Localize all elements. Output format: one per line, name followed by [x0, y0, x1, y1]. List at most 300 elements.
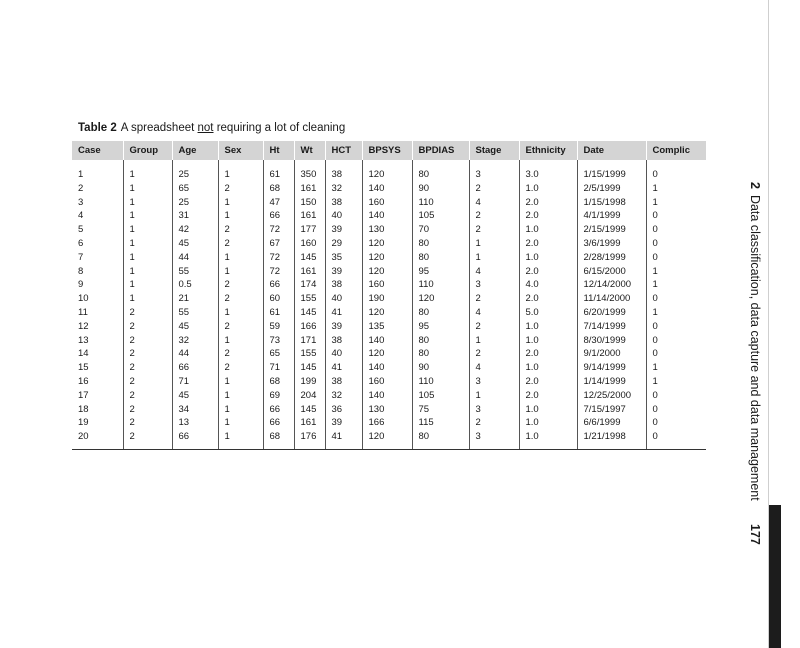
table-cell: 75 [412, 403, 469, 417]
table-cell: 1.0 [519, 251, 577, 265]
table-cell: 39 [325, 320, 362, 334]
table-row [72, 160, 706, 182]
table-cell: 120 [362, 251, 412, 265]
table-cell: 2 [123, 416, 172, 430]
table-cell: 25 [172, 196, 218, 210]
table-cell: 1.0 [519, 430, 577, 449]
table-cell: 1 [123, 292, 172, 306]
table-cell: 38 [325, 196, 362, 210]
table-cell: 1 [218, 403, 263, 417]
table-cell: 2 [123, 403, 172, 417]
table-cell: 35 [325, 251, 362, 265]
table-cell: 0 [646, 209, 706, 223]
table-cell: 2 [218, 320, 263, 334]
table-cell: 1 [469, 334, 519, 348]
table-cell: 72 [263, 251, 294, 265]
table-cell: 2 [123, 347, 172, 361]
table-cell: 0 [646, 223, 706, 237]
table-cell: 177 [294, 223, 325, 237]
table-cell: 1 [469, 237, 519, 251]
table-cell: 3/6/1999 [577, 237, 646, 251]
table-cell: 29 [325, 237, 362, 251]
table-cell: 2 [469, 182, 519, 196]
table-cell: 8/30/1999 [577, 334, 646, 348]
table-cell: 61 [263, 160, 294, 182]
table-caption-text-before: A spreadsheet [120, 122, 198, 134]
table-cell: 12/25/2000 [577, 389, 646, 403]
table-cell: 38 [325, 375, 362, 389]
table-cell: 55 [172, 265, 218, 279]
table-cell: 72 [263, 265, 294, 279]
table-cell: 0 [646, 416, 706, 430]
running-head [748, 182, 762, 501]
table-cell: 31 [172, 209, 218, 223]
table-cell: 38 [325, 334, 362, 348]
table-row [72, 334, 706, 348]
table-cell: 2 [469, 292, 519, 306]
table-cell: 69 [263, 389, 294, 403]
table-caption-label: Table 2 [78, 122, 117, 134]
table-cell: 21 [172, 292, 218, 306]
table-cell: 1 [646, 361, 706, 375]
table-cell: 155 [294, 347, 325, 361]
table-cell: 1.0 [519, 182, 577, 196]
table-cell: 145 [294, 251, 325, 265]
table-cell: 5.0 [519, 306, 577, 320]
table-cell: 190 [362, 292, 412, 306]
table-cell: 32 [325, 389, 362, 403]
table-cell: 2 [78, 182, 84, 194]
table-cell: 2 [218, 223, 263, 237]
table-cell: 2.0 [519, 196, 577, 210]
table-cell: 1 [646, 265, 706, 279]
table-cell: 2.0 [519, 265, 577, 279]
column-header: Age [172, 141, 218, 160]
table-body [72, 160, 706, 449]
table-cell: 105 [412, 209, 469, 223]
table-cell: 2.0 [519, 237, 577, 251]
table-cell: 3 [469, 160, 519, 182]
table-cell: 66 [172, 361, 218, 375]
table-cell: 65 [172, 182, 218, 196]
table-cell: 2.0 [519, 292, 577, 306]
table-cell: 130 [362, 403, 412, 417]
table-cell: 39 [325, 416, 362, 430]
table-cell: 0 [646, 347, 706, 361]
table-row [72, 389, 706, 403]
table-cell: 174 [294, 278, 325, 292]
table-cell: 90 [412, 182, 469, 196]
table-cell: 5 [78, 224, 84, 236]
table-cell: 1 [218, 196, 263, 210]
table-cell: 70 [412, 223, 469, 237]
table-cell: 12 [78, 320, 89, 332]
table-row [72, 251, 706, 265]
table-caption [78, 122, 345, 134]
table-row [72, 320, 706, 334]
table-cell: 2 [469, 416, 519, 430]
table-cell: 6 [78, 237, 84, 249]
table-cell: 2 [123, 361, 172, 375]
table-cell: 1.0 [519, 416, 577, 430]
table-cell: 1.0 [519, 223, 577, 237]
table-cell: 1.0 [519, 361, 577, 375]
table-cell: 1.0 [519, 403, 577, 417]
table-cell: 130 [362, 223, 412, 237]
table-cell: 2/28/1999 [577, 251, 646, 265]
table-cell: 59 [263, 320, 294, 334]
table-cell: 145 [294, 306, 325, 320]
table-cell: 7/15/1997 [577, 403, 646, 417]
table-cell: 350 [294, 160, 325, 182]
table-cell: 1.0 [519, 334, 577, 348]
table-cell: 90 [412, 361, 469, 375]
table-cell: 38 [325, 278, 362, 292]
table-cell: 1 [123, 251, 172, 265]
table-cell: 1 [646, 278, 706, 292]
table-cell: 1 [646, 182, 706, 196]
column-header: Ht [263, 141, 294, 160]
column-header: Wt [294, 141, 325, 160]
table-cell: 1/15/1999 [577, 160, 646, 182]
table-cell: 65 [263, 347, 294, 361]
table-cell: 140 [362, 334, 412, 348]
table-row [72, 209, 706, 223]
table-cell: 120 [362, 306, 412, 320]
table-cell: 17 [78, 389, 89, 401]
table-cell: 161 [294, 182, 325, 196]
table-cell: 66 [263, 278, 294, 292]
table-cell: 2.0 [519, 209, 577, 223]
column-header: Stage [469, 141, 519, 160]
table-cell: 68 [263, 430, 294, 449]
table-cell: 105 [412, 389, 469, 403]
table-cell: 66 [263, 209, 294, 223]
table-row [72, 265, 706, 279]
table-cell: 41 [325, 361, 362, 375]
table-cell: 3 [78, 196, 84, 208]
table-cell: 120 [412, 292, 469, 306]
table-cell: 45 [172, 389, 218, 403]
table-cell: 2.0 [519, 375, 577, 389]
table-cell: 1 [218, 306, 263, 320]
column-header: Group [123, 141, 172, 160]
table-cell: 0 [646, 430, 706, 449]
table-cell: 67 [263, 237, 294, 251]
table-cell: 72 [263, 223, 294, 237]
table-cell: 25 [172, 160, 218, 182]
table-row [72, 403, 706, 417]
table-cell: 71 [172, 375, 218, 389]
table-row [72, 306, 706, 320]
table-cell: 9/14/1999 [577, 361, 646, 375]
table-cell: 120 [362, 430, 412, 449]
table-cell: 1 [123, 265, 172, 279]
table-cell: 40 [325, 209, 362, 223]
table-cell: 1 [123, 278, 172, 292]
table-cell: 38 [325, 160, 362, 182]
table-cell: 0 [646, 160, 706, 182]
table-cell: 110 [412, 375, 469, 389]
table-cell: 145 [294, 361, 325, 375]
table-cell: 13 [78, 334, 89, 346]
table-cell: 1 [78, 169, 84, 180]
table-cell: 3 [469, 278, 519, 292]
table-cell: 2 [469, 223, 519, 237]
table-cell: 2 [123, 430, 172, 449]
table-cell: 0 [646, 237, 706, 251]
table-row [72, 430, 706, 449]
table-cell: 55 [172, 306, 218, 320]
table-cell: 120 [362, 237, 412, 251]
table-cell: 60 [263, 292, 294, 306]
table-cell: 161 [294, 209, 325, 223]
table-cell: 68 [263, 375, 294, 389]
table-cell: 18 [78, 403, 89, 415]
table-cell: 160 [294, 237, 325, 251]
table-row [72, 237, 706, 251]
table-cell: 4 [78, 210, 84, 222]
table-cell: 40 [325, 292, 362, 306]
table-cell: 1 [469, 389, 519, 403]
table-cell: 80 [412, 347, 469, 361]
column-header: Date [577, 141, 646, 160]
table-cell: 41 [325, 430, 362, 449]
table-cell: 176 [294, 430, 325, 449]
table-cell: 135 [362, 320, 412, 334]
table-row [72, 347, 706, 361]
table-cell: 0 [646, 334, 706, 348]
table-cell: 155 [294, 292, 325, 306]
table-cell: 2/15/1999 [577, 223, 646, 237]
table-cell: 160 [362, 278, 412, 292]
table-cell: 1 [646, 196, 706, 210]
table-cell: 32 [325, 182, 362, 196]
table-cell: 80 [412, 306, 469, 320]
table-cell: 4 [469, 196, 519, 210]
chapter-thumb-tab [769, 505, 781, 648]
table-cell: 1 [218, 334, 263, 348]
table-cell: 1 [646, 375, 706, 389]
table-cell: 2 [469, 209, 519, 223]
table-cell: 1 [123, 182, 172, 196]
table-row [72, 292, 706, 306]
table-cell: 2 [469, 347, 519, 361]
table-cell: 44 [172, 347, 218, 361]
table-cell: 8 [78, 265, 84, 277]
table-cell: 0.5 [172, 278, 218, 292]
table-cell: 1 [123, 223, 172, 237]
table-cell: 66 [263, 403, 294, 417]
table-cell: 1 [218, 251, 263, 265]
table-cell: 1 [218, 389, 263, 403]
table-cell: 2 [123, 334, 172, 348]
table-cell: 40 [325, 347, 362, 361]
table-cell: 80 [412, 237, 469, 251]
table-row [72, 416, 706, 430]
table-cell: 13 [172, 416, 218, 430]
table-cell: 166 [294, 320, 325, 334]
table-cell: 2 [123, 389, 172, 403]
table-cell: 6/6/1999 [577, 416, 646, 430]
table-row [72, 196, 706, 210]
table-row [72, 361, 706, 375]
table-cell: 1 [218, 375, 263, 389]
table-row [72, 223, 706, 237]
table-row [72, 278, 706, 292]
table-cell: 71 [263, 361, 294, 375]
table-cell: 2 [218, 361, 263, 375]
table-cell: 0 [646, 320, 706, 334]
table-cell: 1 [218, 265, 263, 279]
table-cell: 15 [78, 362, 89, 374]
table-cell: 45 [172, 320, 218, 334]
table-cell: 1/15/1998 [577, 196, 646, 210]
table-cell: 80 [412, 251, 469, 265]
table-cell: 2 [218, 292, 263, 306]
table-cell: 140 [362, 182, 412, 196]
table-cell: 2.0 [519, 389, 577, 403]
table-cell: 2.0 [519, 347, 577, 361]
table-cell: 2/5/1999 [577, 182, 646, 196]
table-cell: 44 [172, 251, 218, 265]
table-cell: 19 [78, 417, 89, 429]
table-cell: 14 [78, 348, 89, 360]
table-header-row [72, 141, 706, 160]
table-cell: 16 [78, 375, 89, 387]
table-cell: 66 [263, 416, 294, 430]
table-cell: 11/14/2000 [577, 292, 646, 306]
table-cell: 1 [123, 209, 172, 223]
table-caption-text-after: requiring a lot of cleaning [213, 122, 346, 134]
table-cell: 3 [469, 375, 519, 389]
table-cell: 166 [362, 416, 412, 430]
column-header: HCT [325, 141, 362, 160]
table-cell: 140 [362, 389, 412, 403]
table-cell: 9 [78, 279, 84, 291]
table-cell: 4 [469, 361, 519, 375]
table-cell: 4.0 [519, 278, 577, 292]
table-cell: 1/21/1998 [577, 430, 646, 449]
table-cell: 6/20/1999 [577, 306, 646, 320]
table-cell: 204 [294, 389, 325, 403]
chapter-title: Data classification, data capture and data management [748, 194, 762, 501]
table-cell: 2 [218, 182, 263, 196]
table-cell: 39 [325, 265, 362, 279]
table-cell: 4/1/1999 [577, 209, 646, 223]
table-row [72, 375, 706, 389]
table-cell: 1 [469, 251, 519, 265]
table-cell: 2 [218, 278, 263, 292]
table-cell: 80 [412, 430, 469, 449]
table-cell: 110 [412, 196, 469, 210]
table-cell: 2 [123, 320, 172, 334]
table-cell: 0 [646, 403, 706, 417]
table-cell: 145 [294, 403, 325, 417]
table-cell: 39 [325, 223, 362, 237]
table-row [72, 182, 706, 196]
table-cell: 10 [78, 293, 89, 305]
page-number: 177 [748, 524, 762, 545]
table-cell: 1 [218, 430, 263, 449]
column-header: Sex [218, 141, 263, 160]
table-cell: 1 [123, 237, 172, 251]
table-cell: 42 [172, 223, 218, 237]
table-cell: 45 [172, 237, 218, 251]
table-cell: 171 [294, 334, 325, 348]
table-cell: 7/14/1999 [577, 320, 646, 334]
table-cell: 80 [412, 160, 469, 182]
table-cell: 120 [362, 347, 412, 361]
table-cell: 1.0 [519, 320, 577, 334]
table-cell: 1 [218, 416, 263, 430]
table-cell: 2 [123, 375, 172, 389]
table-cell: 20 [72, 430, 123, 449]
table-cell: 120 [362, 160, 412, 182]
table-cell: 3 [469, 403, 519, 417]
spreadsheet-table [72, 141, 706, 450]
table-cell: 34 [172, 403, 218, 417]
table-cell: 2 [218, 237, 263, 251]
table-cell: 9/1/2000 [577, 347, 646, 361]
column-header: Case [72, 141, 123, 160]
table-cell: 12/14/2000 [577, 278, 646, 292]
table-cell: 47 [263, 196, 294, 210]
table-cell: 140 [362, 209, 412, 223]
chapter-number: 2 [748, 182, 762, 189]
column-header: Ethnicity [519, 141, 577, 160]
table-cell: 1/14/1999 [577, 375, 646, 389]
table-cell: 140 [362, 361, 412, 375]
table-cell: 2 [218, 347, 263, 361]
column-header: BPDIAS [412, 141, 469, 160]
table-cell: 66 [172, 430, 218, 449]
table-cell: 160 [362, 375, 412, 389]
table-cell: 115 [412, 416, 469, 430]
table-cell: 2 [469, 320, 519, 334]
table-cell: 6/15/2000 [577, 265, 646, 279]
table-cell: 3.0 [519, 160, 577, 182]
table-cell: 80 [412, 334, 469, 348]
table-cell: 68 [263, 182, 294, 196]
table-cell: 160 [362, 196, 412, 210]
table-cell: 1 [123, 196, 172, 210]
table-cell: 1 [218, 209, 263, 223]
table-cell: 0 [646, 389, 706, 403]
table-cell: 110 [412, 278, 469, 292]
table-cell: 1 [123, 160, 172, 182]
table-cell: 95 [412, 265, 469, 279]
table-cell: 4 [469, 265, 519, 279]
table-cell: 1 [218, 160, 263, 182]
table-cell: 161 [294, 265, 325, 279]
table-cell: 41 [325, 306, 362, 320]
table-cell: 32 [172, 334, 218, 348]
column-header: BPSYS [362, 141, 412, 160]
table-cell: 36 [325, 403, 362, 417]
table-cell: 0 [646, 251, 706, 265]
column-header: Complic [646, 141, 706, 160]
table-cell: 150 [294, 196, 325, 210]
table-cell: 4 [469, 306, 519, 320]
table-cell: 73 [263, 334, 294, 348]
table-cell: 2 [123, 306, 172, 320]
table-cell: 11 [78, 306, 88, 318]
table-cell: 161 [294, 416, 325, 430]
table-cell: 3 [469, 430, 519, 449]
table-cell: 199 [294, 375, 325, 389]
table-cell: 95 [412, 320, 469, 334]
